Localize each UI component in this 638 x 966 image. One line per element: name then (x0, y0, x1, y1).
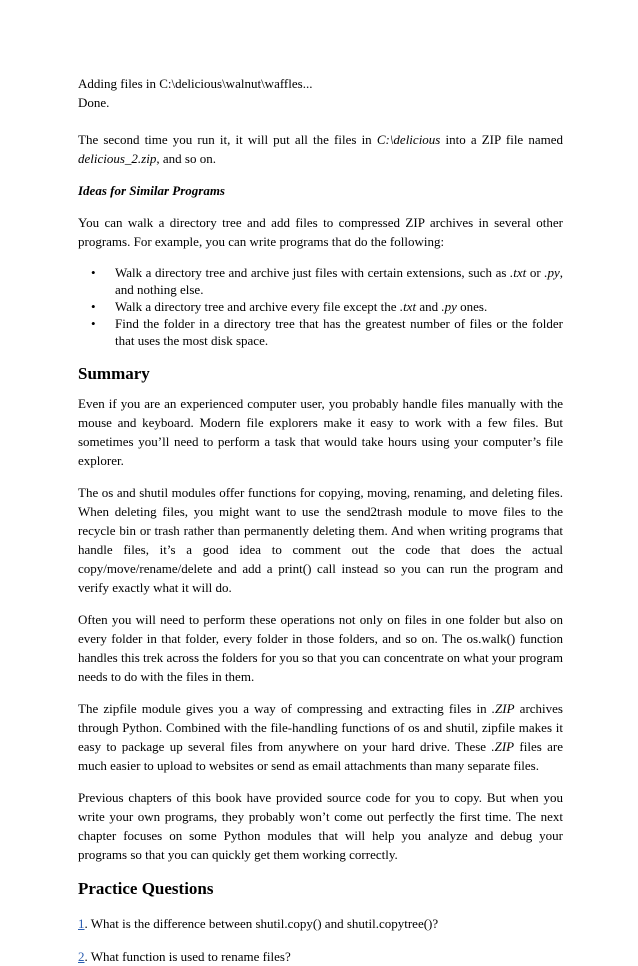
document-page (78, 74, 563, 966)
practice-heading: Practice Questions (78, 879, 214, 898)
ideas-title: Ideas for Similar Programs (78, 183, 225, 198)
ideas-intro: You can walk a directory tree and add files to compressed ZIP archives in several other programs. For example, you can write programs that do the following: (78, 215, 563, 249)
ideas-list-item (78, 264, 563, 298)
summary-p4-post: files are much easier to upload to websites or send as email attachments than many separate files. (78, 739, 563, 773)
output-line-done: Done. (78, 95, 110, 110)
summary-p4-zip-ext-2: .ZIP (491, 739, 515, 754)
summary-paragraph-3: Often you will need to perform these operations not only on files in one folder but also on every folder in that folder, every folder in those folders, and so on. The os.walk() function handles this trek across the folders for you so that you can concentrate on what your program needs to do with the files in them. (78, 612, 563, 684)
summary-p4-mid: archives through Python. Combined with the file-handling functions of os and shutil, zipfile makes it easy to package up several files from anywhere on your hard drive. These (78, 701, 563, 754)
bullet-1-mid: or (526, 265, 545, 280)
second-run-path: C:\delicious (376, 132, 441, 147)
bullet-1-ext-py: .py (544, 265, 560, 280)
bullet-1-pre: Walk a directory tree and archive just files with certain extensions, such as (115, 265, 511, 280)
question-2-text: . What function is used to rename files? (84, 949, 291, 964)
summary-p4-zip-ext: .ZIP (491, 701, 515, 716)
summary-paragraph-4 (78, 699, 563, 775)
question-2-link[interactable]: 2 (78, 949, 85, 964)
ideas-list (78, 264, 563, 349)
bullet-2-mid: and (416, 299, 442, 314)
practice-question-2 (78, 947, 563, 966)
ideas-list-item: • Find the folder in a directory tree that has the greatest number of files or the folder that uses the most disk space. (78, 315, 563, 349)
question-1-link[interactable]: 1 (78, 916, 85, 931)
summary-paragraph-5: Previous chapters of this book have provided source code for you to copy. But when you write your own programs, they probably won’t come out perfectly the first time. The next chapter focuses on some Python modules that will help you analyze and debug your programs so that you can quickly get them working correctly. (78, 790, 563, 862)
summary-paragraph-1: Even if you are an experienced computer user, you probably handle files manually with the mouse and keyboard. Modern file explorers make it easy to work with a few files. But sometimes you’ll need to perform a task that would take hours using your computer’s file explorer. (78, 396, 563, 468)
second-run-text-mid: into a ZIP file named (440, 132, 563, 147)
output-line-adding: Adding files in C:\delicious\walnut\waffles... (78, 76, 313, 91)
second-run-zipname: delicious_2.zip (78, 151, 157, 166)
ideas-list-item (78, 298, 563, 315)
program-output (78, 74, 563, 112)
second-run-text-pre: The second time you run it, it will put all the files in (78, 132, 377, 147)
second-run-paragraph (78, 130, 563, 168)
bullet-2-post: ones. (456, 299, 488, 314)
question-1-text: . What is the difference between shutil.copy() and shutil.copytree()? (84, 916, 439, 931)
bullet-2-ext-py: .py (441, 299, 457, 314)
summary-paragraph-2: The os and shutil modules offer functions for copying, moving, renaming, and deleting files. When deleting files, you might want to use the send2trash module to move files to the recycle bin or trash rather than permanently deleting them. And when writing programs that handle files, it’s a good idea to comment out the code that does the actual copy/move/rename/delete and add a print() call instead so you can run the program and verify exactly what it will do. (78, 485, 563, 595)
bullet-2-ext-txt: .txt (399, 299, 417, 314)
summary-p4-pre: The zipfile module gives you a way of compressing and extracting files in (78, 701, 492, 716)
practice-question-1 (78, 914, 563, 933)
bullet-1-ext-txt: .txt (510, 265, 527, 280)
bullet-1-post: , and nothing else. (115, 265, 563, 297)
summary-heading: Summary (78, 364, 150, 383)
bullet-2-pre: Walk a directory tree and archive every file except the (115, 299, 400, 314)
second-run-text-post: , and so on. (156, 151, 216, 166)
